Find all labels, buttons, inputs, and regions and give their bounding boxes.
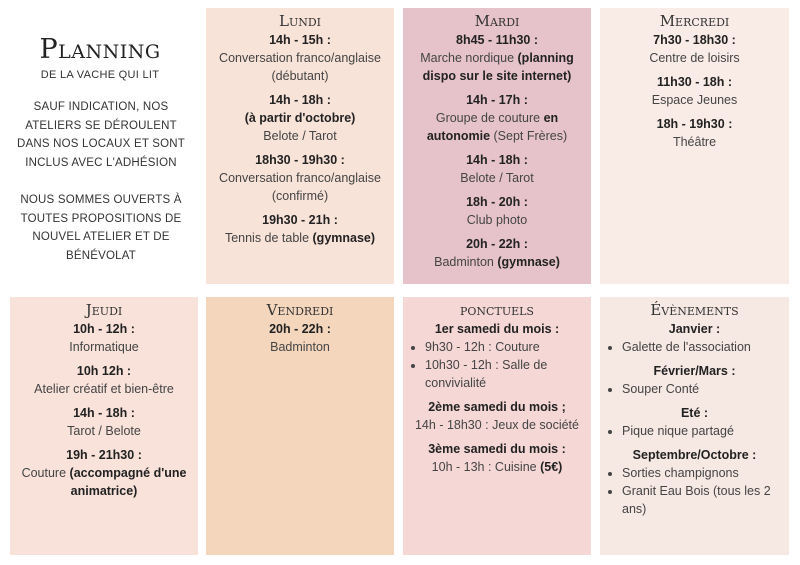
- entry-time-note: (à partir d'octobre): [244, 111, 356, 125]
- schedule-entry: [206, 211, 394, 247]
- entry-desc-bold: (gymnase): [312, 231, 376, 245]
- schedule-entry: [206, 320, 394, 356]
- card-vendredi: [206, 297, 394, 555]
- entry-time: 14h - 18h :: [73, 406, 135, 420]
- schedule-entry: [206, 31, 394, 85]
- entry-desc: Espace Jeunes: [651, 93, 738, 107]
- entry-desc: Informatique: [69, 340, 139, 354]
- entry-desc-text: Groupe de couture: [435, 111, 544, 125]
- card-title: Évènements: [650, 301, 739, 319]
- card-ponctuels: [403, 297, 591, 555]
- entry-time: 18h - 20h :: [466, 195, 528, 209]
- entry-desc-text: 10h - 13h : Cuisine: [431, 460, 541, 474]
- entry-desc-text: Marche nordique: [420, 51, 518, 65]
- entry-desc: [403, 458, 591, 476]
- schedule-entry: [403, 440, 591, 476]
- event-group: [600, 404, 789, 440]
- entry-desc: Conversation franco/anglaise: [219, 51, 381, 65]
- event-group: [600, 320, 789, 356]
- entry-desc-text: Tennis de table: [224, 231, 313, 245]
- entry-desc: 14h - 18h30 : Jeux de société: [414, 418, 579, 432]
- entry-desc: Belote / Tarot: [460, 171, 534, 185]
- entry-desc-bold: dispo sur le site internet): [422, 69, 572, 83]
- schedule-entry: [403, 398, 591, 434]
- intro-line: DANS NOS LOCAUX ET SONT: [17, 138, 185, 150]
- entry-time: 20h - 22h :: [466, 237, 528, 251]
- card-title: Jeudi: [85, 301, 123, 319]
- card-mardi: [403, 8, 591, 284]
- entry-desc-bold: autonomie: [426, 129, 491, 143]
- entry-list: [600, 338, 789, 356]
- entry-time: 19h30 - 21h :: [262, 213, 338, 227]
- intro-line: NOUS SOMMES OUVERTS À: [20, 194, 182, 206]
- entry-head: Février/Mars :: [653, 364, 736, 378]
- schedule-entry: [10, 404, 198, 440]
- entry-desc-bold: (gymnase): [497, 255, 560, 269]
- entry-desc-bold: (accompagné d'une: [69, 466, 187, 480]
- card-title: Mercredi: [659, 12, 730, 30]
- entry-desc-text: Badminton: [434, 255, 498, 269]
- page-subtitle: DE LA VACHE QUI LIT: [40, 69, 160, 81]
- list-item: • Galette de l'association: [622, 338, 785, 356]
- schedule-entry: [403, 91, 591, 145]
- card-title: Mardi: [474, 12, 520, 30]
- entry-time: 18h - 19h30 :: [656, 117, 733, 131]
- schedule-entry: [206, 151, 394, 205]
- card-evenements: [600, 297, 789, 555]
- page-title: Planning: [39, 34, 161, 65]
- schedule-entry: [600, 73, 789, 109]
- entry-desc: Atelier créatif et bien-être: [34, 382, 174, 396]
- entry-head: Eté :: [680, 406, 709, 420]
- intro-line: ATELIERS SE DÉROULENT: [25, 119, 177, 132]
- entry-head: 2ème samedi du mois ;: [428, 400, 566, 414]
- schedule-entry: [403, 320, 591, 392]
- list-item: • Pique nique partagé: [622, 422, 785, 440]
- card-title: Vendredi: [266, 301, 334, 319]
- entry-time: 10h - 12h :: [73, 322, 135, 336]
- entry-desc-bold: (planning: [517, 51, 574, 65]
- entry-desc: [403, 49, 591, 67]
- entry-desc: Théâtre: [672, 135, 717, 149]
- entry-time: 14h - 18h :: [269, 93, 331, 107]
- entry-time: 8h45 - 11h30 :: [456, 33, 538, 47]
- entry-desc: [10, 464, 198, 482]
- card-jeudi: [10, 297, 198, 555]
- intro-paragraph-2: [16, 191, 186, 265]
- entry-time: 11h30 - 18h :: [656, 75, 733, 89]
- list-item: • 10h30 - 12h : Salle de convivialité: [425, 356, 587, 392]
- entry-time: 14h - 17h :: [466, 93, 528, 107]
- card-lundi: [206, 8, 394, 284]
- intro-line: INCLUS AVEC L'ADHÉSION: [25, 156, 177, 169]
- entry-desc: (débutant): [271, 69, 329, 83]
- entry-desc: Belote / Tarot: [263, 129, 337, 143]
- entry-time: 19h - 21h30 :: [66, 448, 142, 462]
- entry-desc: Club photo: [466, 213, 528, 227]
- intro-paragraph-1: [16, 98, 186, 172]
- intro-line: SAUF INDICATION, NOS: [33, 101, 169, 113]
- entry-desc: (confirmé): [271, 189, 329, 203]
- entry-desc-bold: animatrice): [70, 484, 138, 498]
- entry-time: 18h30 - 19h30 :: [255, 153, 345, 167]
- entry-desc: [206, 229, 394, 247]
- entry-list: [600, 464, 789, 518]
- entry-desc: [403, 109, 591, 127]
- schedule-entry: [10, 446, 198, 500]
- entry-time: 10h 12h :: [76, 364, 132, 378]
- entry-desc-text: Couture: [21, 466, 70, 480]
- card-mercredi: [600, 8, 789, 284]
- intro-line: NOUVEL ATELIER ET DE: [32, 231, 170, 243]
- schedule-entry: [10, 320, 198, 356]
- list-item: • Souper Conté: [622, 380, 785, 398]
- schedule-entry: [403, 193, 591, 229]
- entry-time: 14h - 15h :: [269, 33, 331, 47]
- entry-head: 1er samedi du mois :: [434, 322, 560, 336]
- entry-list: [600, 380, 789, 398]
- entry-head: Janvier :: [668, 322, 721, 336]
- schedule-entry: [10, 362, 198, 398]
- schedule-entry: [600, 31, 789, 67]
- entry-time: 14h - 18h :: [466, 153, 528, 167]
- entry-desc: [403, 127, 591, 145]
- schedule-entry: [600, 115, 789, 151]
- entry-desc: Centre de loisirs: [649, 51, 740, 65]
- list-item: • 9h30 - 12h : Couture: [425, 338, 587, 356]
- event-group: [600, 446, 789, 518]
- schedule-entry: [403, 151, 591, 187]
- intro-panel: [0, 0, 200, 290]
- entry-time: 20h - 22h :: [269, 322, 331, 336]
- entry-desc: Tarot / Belote: [67, 424, 141, 438]
- entry-desc: [403, 253, 591, 271]
- entry-desc: Badminton: [270, 340, 330, 354]
- card-title: Lundi: [278, 12, 322, 30]
- schedule-entry: [206, 91, 394, 145]
- intro-line: TOUTES PROPOSITIONS DE: [20, 212, 182, 225]
- entry-list: [403, 338, 591, 392]
- entry-desc-text: (Sept Frères): [490, 129, 568, 143]
- entry-desc: Conversation franco/anglaise: [219, 171, 381, 185]
- list-item: • Sorties champignons: [622, 464, 785, 482]
- schedule-entry: [403, 235, 591, 271]
- entry-desc-bold: en: [543, 111, 559, 125]
- intro-line: BÉNÉVOLAT: [66, 249, 136, 262]
- entry-list: [600, 422, 789, 440]
- list-item: • Granit Eau Bois (tous les 2 ans): [622, 482, 785, 518]
- card-title: ponctuels: [460, 301, 534, 319]
- schedule-entry: [403, 31, 591, 85]
- entry-head: 3ème samedi du mois :: [428, 442, 566, 456]
- entry-time: 7h30 - 18h30 :: [653, 33, 736, 47]
- entry-head: Septembre/Octobre :: [632, 448, 757, 462]
- event-group: [600, 362, 789, 398]
- entry-desc-bold: (5€): [540, 460, 563, 474]
